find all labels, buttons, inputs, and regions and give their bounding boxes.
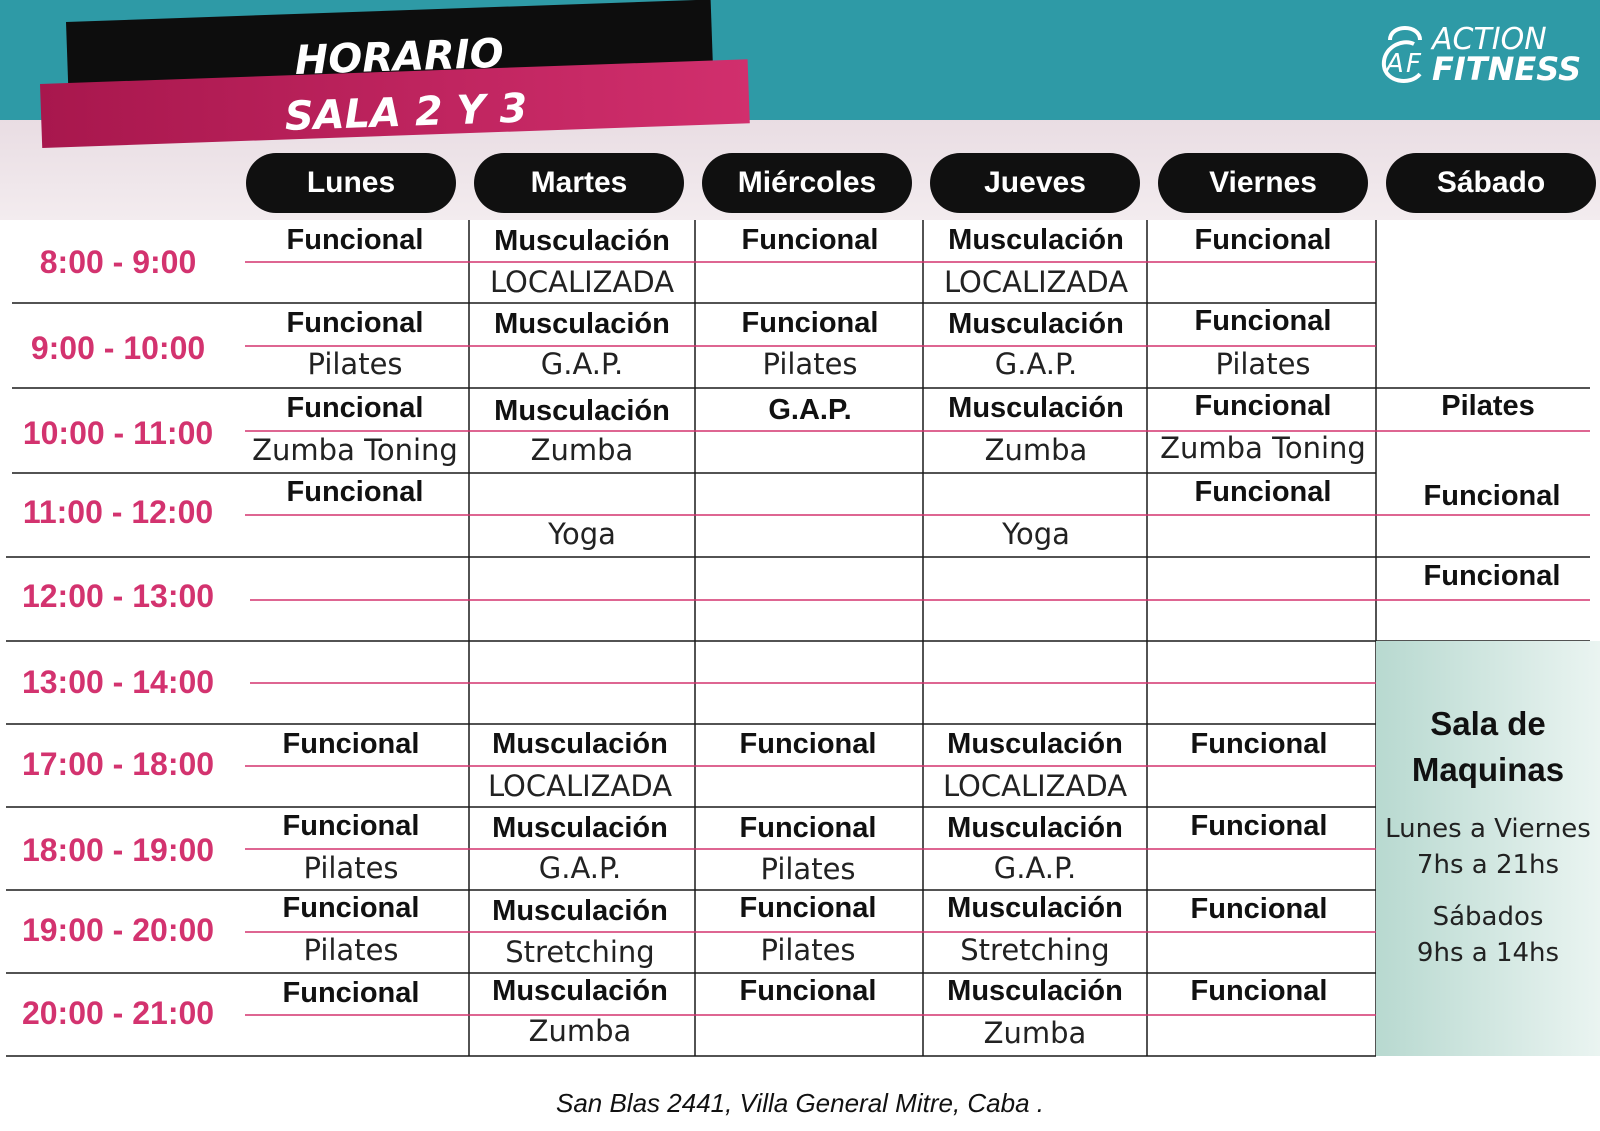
day-header-martes: Martes (474, 153, 684, 213)
class-cell: G.A.P. (768, 394, 852, 426)
page-title: HORARIO (294, 30, 505, 84)
class-cell: Zumba Toning (252, 433, 458, 467)
class-cell: LOCALIZADA (942, 769, 1128, 803)
class-cell: Funcional (1194, 224, 1332, 256)
class-cell: Musculación (948, 308, 1124, 340)
svg-text:A: A (1386, 49, 1404, 79)
class-cell: Funcional (1194, 390, 1332, 422)
class-cell: Pilates (760, 852, 856, 886)
time-slot-label: 9:00 - 10:00 (30, 330, 206, 366)
footer-address: San Blas 2441, Villa General Mitre, Caba . (555, 1088, 1044, 1118)
machine-room-weekdays-hours: 7hs a 21hs (1416, 850, 1560, 880)
class-cell: Musculación (492, 812, 668, 844)
day-header-viernes: Viernes (1158, 153, 1368, 213)
class-cell: Musculación (492, 895, 668, 927)
class-cell: Funcional (1194, 305, 1332, 337)
svg-text:F: F (1406, 49, 1421, 79)
class-cell: Musculación (947, 975, 1123, 1007)
time-slot-label: 8:00 - 9:00 (39, 244, 197, 280)
class-cell: Zumba (984, 433, 1088, 467)
class-cell: Funcional (286, 392, 424, 424)
class-cell: Pilates (760, 933, 856, 967)
class-cell: Funcional (286, 476, 424, 508)
machine-room-title: Sala de (1430, 705, 1546, 742)
machine-room-panel (1376, 641, 1600, 1056)
class-cell: Funcional (1194, 476, 1332, 508)
class-cell: Yoga (548, 517, 616, 551)
class-cell: Pilates (303, 933, 399, 967)
class-cell: Funcional (739, 812, 877, 844)
class-cell: Pilates (303, 851, 399, 885)
day-header-jueves: Jueves (930, 153, 1140, 213)
class-cell: Musculación (492, 975, 668, 1007)
time-slot-label: 19:00 - 20:00 (21, 912, 215, 948)
machine-room-title: Maquinas (1411, 751, 1565, 788)
time-slot-label: 18:00 - 19:00 (21, 832, 215, 868)
brand-name-line2: FITNESS (1432, 50, 1582, 88)
class-cell: Funcional (1190, 975, 1328, 1007)
day-header-sabado: Sábado (1386, 153, 1596, 213)
class-cell: Pilates (762, 347, 858, 381)
day-header-lunes: Lunes (246, 153, 456, 213)
class-cell: Funcional (741, 224, 879, 256)
class-cell: Stretching (505, 935, 655, 969)
class-cell: Musculación (947, 812, 1123, 844)
class-cell: Musculación (492, 728, 668, 760)
class-cell: Pilates (307, 347, 403, 381)
class-cell: Pilates (1215, 347, 1311, 381)
class-cell: Funcional (1423, 560, 1561, 592)
machine-room-saturday-hours: 9hs a 14hs (1416, 938, 1560, 968)
class-cell: Funcional (739, 892, 877, 924)
time-slot-label: 20:00 - 21:00 (21, 995, 215, 1031)
class-cell: Musculación (947, 728, 1123, 760)
time-slot-label: 12:00 - 13:00 (21, 578, 215, 614)
class-cell: Funcional (282, 728, 420, 760)
class-cell: Funcional (282, 977, 420, 1009)
brand-name-line1: ACTION (1432, 22, 1547, 57)
class-cell: LOCALIZADA (489, 265, 675, 299)
class-cell: Zumba (983, 1016, 1087, 1050)
class-cell: Musculación (494, 395, 670, 427)
class-cell: Musculación (947, 892, 1123, 924)
class-cell: Stretching (960, 933, 1110, 967)
class-cell: Funcional (1190, 810, 1328, 842)
class-cell: LOCALIZADA (487, 769, 673, 803)
class-cell: Funcional (739, 975, 877, 1007)
class-cell: Zumba Toning (1160, 431, 1366, 465)
class-cell: Funcional (1190, 728, 1328, 760)
time-slot-label: 17:00 - 18:00 (21, 746, 215, 782)
day-header-miercoles: Miércoles (702, 153, 912, 213)
class-cell: Funcional (286, 224, 424, 256)
class-cell: Funcional (1423, 480, 1561, 512)
class-cell: Funcional (282, 892, 420, 924)
time-slot-label: 13:00 - 14:00 (21, 664, 215, 700)
class-cell: Musculación (494, 225, 670, 257)
class-cell: Funcional (1190, 893, 1328, 925)
class-cell: Funcional (282, 810, 420, 842)
class-cell: Funcional (741, 307, 879, 339)
class-cell: G.A.P. (538, 851, 622, 885)
class-cell: Musculación (948, 392, 1124, 424)
class-cell: LOCALIZADA (943, 265, 1129, 299)
class-cell: G.A.P. (540, 347, 624, 381)
class-cell: Pilates (1441, 390, 1535, 422)
time-slot-label: 11:00 - 12:00 (22, 494, 214, 530)
class-cell: Funcional (739, 728, 877, 760)
class-cell: Funcional (286, 307, 424, 339)
machine-room-saturday: Sábados (1432, 902, 1544, 932)
class-cell: Yoga (1002, 517, 1070, 551)
page-subtitle: SALA 2 Y 3 (284, 85, 529, 140)
machine-room-weekdays: Lunes a Viernes (1385, 814, 1591, 844)
time-slot-label: 10:00 - 11:00 (22, 415, 214, 451)
class-cell: G.A.P. (993, 851, 1077, 885)
class-cell: Musculación (948, 224, 1124, 256)
class-cell: Zumba (530, 433, 634, 467)
class-cell: Musculación (494, 308, 670, 340)
class-cell: G.A.P. (994, 347, 1078, 381)
class-cell: Zumba (528, 1014, 632, 1048)
